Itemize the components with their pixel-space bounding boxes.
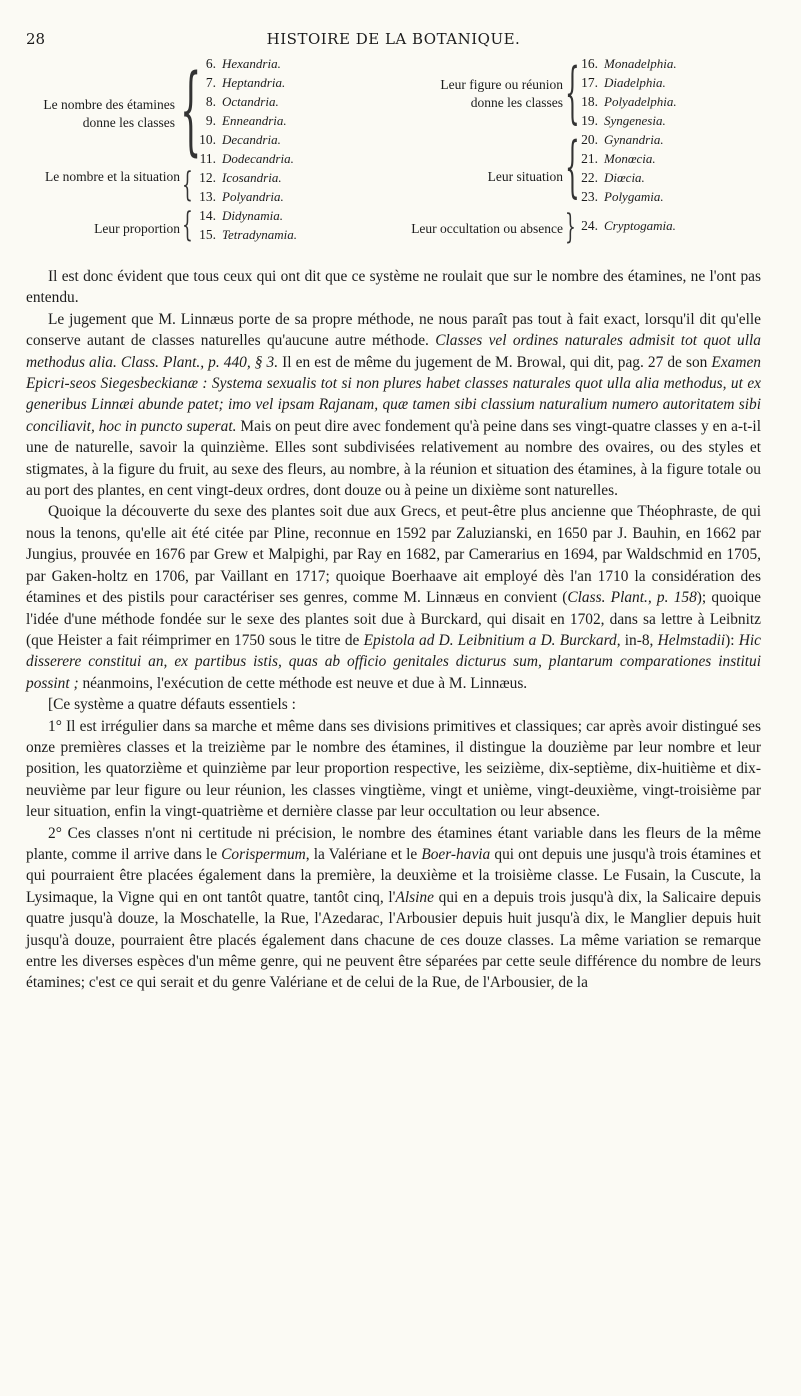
text-span: Polyadelphia. [604,94,677,109]
text-span: 2° Ces classes n'ont ni certitude ni précision, le nombre des étamines étant variable dans les fleurs de la même plante, comme il arrive dans le [26,824,761,863]
right-item-22 [572,170,645,188]
brace-right-2: { [565,128,580,205]
brace-left-3: { [182,205,193,245]
text-span: Icosandria. [222,170,282,185]
text-span: Il est donc évident que tous ceux qui ont dit que ce système ne roulait que sur le nombre des étamines, ne l'ont pas entendu. [26,268,761,307]
text-span: Polyandria. [222,189,284,204]
right-item-18 [572,94,677,112]
text-span: [Ce système a quatre défauts essentiels : [48,696,296,714]
text-span: Diœcia. [604,170,645,185]
text-span: Polygamia. [604,189,664,204]
text-span: Cryptogamia. [604,218,676,233]
text-span: Quoique la découverte du sexe des plantes soit due aux Grecs, et peut-être plus ancienne que Théophraste, de qui nous la tenons, qu'elle ait été citée par Pline, reconnue en 1592 par Zaluzianski, en 1650 par J. Bauhin, en 1662 par Jungius, prouvée en 1676 par Grew et Malpighi, par Ray en 1682, par Camerarius en 1694, par Waldschmid en 1705, par Gaken-holtz en 1706, par Vaillant en 1717; quoique Boerhaave ait employé dès l'an 1710 la considération des étamines et des pistils pour caractériser ses genres, comme M. Linnæus en convient ( [26,503,761,607]
left-item-13 [190,189,284,207]
right-item-23 [572,189,664,207]
text-span: , la Valériane et le [305,845,418,863]
text-span: Enneandria. [222,113,287,128]
right-group-label-2 [405,168,563,186]
citation-epistola: Epistola ad D. Leibnitium a D. Burckard [363,631,617,649]
text-span: 21. [581,151,598,166]
text-span: Il en est de même du jugement de M. Browal, qui dit, pag. 27 de son [282,353,708,371]
citation-class-plant: Class. Plant., p. 158 [567,589,697,607]
text-span: Didynamia. [222,208,284,223]
brace-right-3: } [565,207,576,247]
left-item-15 [190,227,297,245]
right-group-label-1 [405,76,563,112]
text-span: 23. [581,189,598,204]
paragraph-2 [26,309,761,502]
text-span: Mais on peut dire avec fondement qu'à peine dans ses vingt-quatre classes y en a-t-il une de naturelle, savoir la quinzième. Elles sont subdivisées relativement au nombre des ovaires, ou des styles et stigmates, à la figure du fruit, au sexe des fleurs, au nombre, à la réunion et situation des étamines, à la figure totale ou au port des plantes, en cent vingt-deux ordres, dont douze ou à peine un dixième sont naturelles. [26,417,761,500]
paragraph-3 [26,501,761,694]
text-span: Octandria. [222,94,279,109]
text-span: 22. [581,170,598,185]
right-item-21 [572,151,656,169]
text-span: 16. [581,56,598,71]
text-span: 12. [199,170,216,185]
right-item-16 [572,56,677,74]
left-item-8 [190,94,279,112]
left-item-12 [190,170,282,188]
left-item-7 [190,75,285,93]
left-item-6 [190,56,281,74]
text-span: 20. [581,132,598,147]
text-span: 8. [205,94,216,109]
genus-boerhavia: Boer-havia [421,845,491,863]
latin-quote-hic: Hic disserere constitui an, ex partibus istis, quas ab officio genitales dicturus sum, plantarum comparationes institui possint ; [26,631,761,692]
right-group-label-3-text: Leur occultation ou absence [411,221,563,236]
running-title: HISTOIRE DE LA BOTANIQUE. [266,30,521,48]
text-span: 19. [581,113,598,128]
text-span: Monœcia. [604,151,656,166]
right-item-24 [572,218,676,236]
right-item-20 [572,132,664,150]
text-span: ); quoique l'idée d'une méthode fondée sur le sexe des plantes soit due à Burckard, qui disait en 1702, dans sa lettre à Leibnitz (que Heister a fait réimprimer en 1750 sous le titre de [26,589,761,649]
text-span: 7. [205,75,216,90]
text-span: 1° Il est irrégulier dans sa marche et même dans ses divisions primitives et classiques; car après avoir distingué ses onze premières classes et la treizième par le nombre des étamines, il distingue la douzième par leur nombre et leur position, les quatorzième et quinzième par leur proportion respective, les seizième, dix-septième, dix-huitième et dix-neuvième par leur figure ou leur réunion, les classes vingtième, vingt et unième, vingt-deuxième, vingt-troisième par leur situation, enfin la vingt-quatrième et dernière classe par leur occultation ou leur absence. [26,717,761,821]
right-group-label-2-text: Leur situation [487,169,563,184]
text-span: Monadelphia. [604,56,677,71]
left-group-label-2-text: Le nombre et la situation [45,169,180,184]
text-span: Diadelphia. [604,75,666,90]
page-number: 28 [26,30,46,48]
text-span: Decandria. [222,132,281,147]
left-item-10 [190,132,281,150]
text-span: 10. [199,132,216,147]
text-span: Heptandria. [222,75,286,90]
paragraph-4 [26,694,761,715]
text-span: 14. [199,208,216,223]
text-span: 24. [581,218,598,233]
text-span: 11. [199,151,216,166]
right-group-label-1-text: Leur figure ou réunion donne les classes [440,77,563,110]
classification-table [0,56,801,266]
left-group-label-3-text: Leur proportion [94,221,180,236]
paragraph-5 [26,716,761,823]
left-item-11 [190,151,294,169]
text-span: 18. [581,94,598,109]
brace-right-1: { [565,54,580,131]
genus-corispermum: Corispermum [221,845,306,863]
paragraph-6 [26,823,761,994]
genus-alsine: Alsine [395,888,434,906]
right-item-17 [572,75,666,93]
text-span: 17. [581,75,598,90]
text-span: 6. [205,56,216,71]
brace-left-2: { [182,165,193,205]
left-item-14 [190,208,283,226]
latin-quote-classes: Classes vel ordines naturales admisit tot quot ulla methodus alia. Class. Plant., p. 440, § 3. [26,332,761,371]
text-span: Dodecandria. [222,151,294,166]
left-group-label-3 [40,220,180,238]
latin-quote-examen: Examen Epicri-seos Siegesbeckianæ : Systema sexualis tot si non plures habet classes naturales quot ulla alia methodus, ut ex generibus Linnæi abunde patet; imo vel ipsam Rajanam, quæ tamen sibi classium naturalium numero autoritatem sibi conciliavit, hoc in puncto superat. [26,353,761,435]
text-span: 13. [199,189,216,204]
text-span: qui ont depuis une jusqu'à trois étamines et qui pourraient être placées également dans la première, la deuxième et la troisième classe. Le Fusain, la Cuscute, la Lysimaque, la Vigne qui en ont tantôt quatre, tantôt cinq, l' [26,845,761,906]
text-span: , in-8, [616,631,654,649]
text-span: 15. [199,227,216,242]
text-span: Hexandria. [222,56,281,71]
paragraph-1 [26,266,761,309]
left-group-label-1-text: Le nombre des étamines donne les classes [43,97,175,130]
text-span: néanmoins, l'exécution de cette méthode est neuve et due à M. Linnæus. [82,674,528,692]
text-span: Gynandria. [604,132,664,147]
body-text [26,266,761,994]
citation-helmstadii: Helmstadii [657,631,726,649]
text-span: qui en a depuis trois jusqu'à dix, la Salicaire depuis quatre jusqu'à douze, la Moschatelle, la Rue, l'Azedarac, l'Arbousier depuis huit jusqu'à dix, le Manglier depuis huit jusqu'à douze, pourraient être placés également dans chacune de ces douze classes. La même variation se remarque entre les diverses espèces d'un même genre, qui ne peuvent être séparées par cette seule différence du nombre de leurs étamines; c'est ce qui serait et du genre Valériane et de celui de la Rue, de l'Arbousier, de la [26,888,762,992]
left-group-label-2 [40,168,180,186]
text-span: ): [725,631,735,649]
left-item-9 [190,113,287,131]
text-span: Syngenesia. [604,113,666,128]
text-span: Le jugement que M. Linnæus porte de sa propre méthode, ne nous paraît pas tout à fait exact, lorsqu'il dit qu'elle conserve autant de classes naturelles qu'aucune autre méthode. [26,310,761,350]
text-span: Tetradynamia. [222,227,297,242]
left-group-label-1 [40,96,175,132]
text-span: 9. [205,113,216,128]
brace-left-1: { [180,54,202,166]
right-group-label-3 [405,220,563,238]
right-item-19 [572,113,666,131]
running-header [26,30,761,52]
